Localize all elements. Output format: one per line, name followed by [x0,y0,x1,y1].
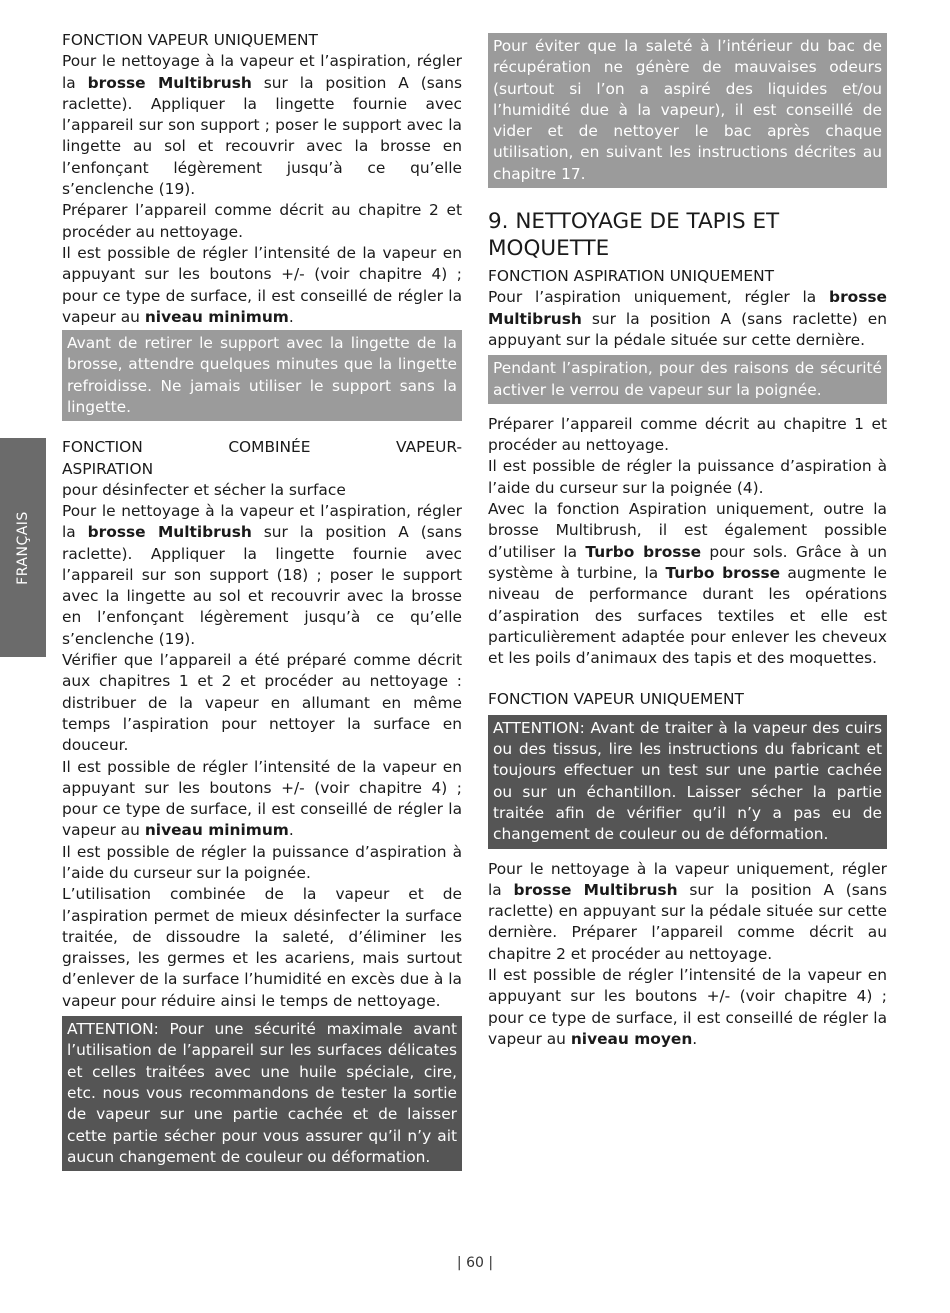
right-column [488,30,887,1050]
paragraph: Il est possible de régler la puissance d’aspiration à l’aide du curseur sur la poignée (4). [488,457,887,497]
paragraph: L’utilisation combinée de la vapeur et de l’aspiration permet de mieux désinfecter la surface traitée, de dissoudre la saleté, d’éliminer les graisses, les germes et les acariens, mais surtout d’enlever de la surface l’humidité en excès due à la vapeur pour réduire ainsi le temps de nettoyage. [62,885,462,1010]
paragraph: Il est possible de régler l’intensité de la vapeur en appuyant sur les boutons +/- (voir chapitre 4) ; pour ce type de surface, il est conseillé de régler la vapeur au niveau moyen. [488,965,887,1048]
paragraph: Il est possible de régler la puissance d’aspiration à l’aide du curseur sur la poignée. [62,842,462,882]
section-title-vacuum-only: FONCTION ASPIRATION UNIQUEMENT [488,267,775,286]
note-box: Avant de retirer le support avec la lingette de la brosse, attendre quelques minutes que la lingette refroidisse. Ne jamais utiliser le support sans la lingette. [62,330,462,421]
paragraph: Pour le nettoyage à la vapeur et l’aspiration, régler la brosse Multibrush sur la position A (sans raclette). Appliquer la lingette fournie avec l’appareil sur son support (18) ; poser le support avec la lingette au sol et recouvrir avec la brosse en l’enfonçant légèrement jusqu’à ce qu’elle s’enclenche (19). [62,501,462,648]
section-subtitle: pour désinfecter et sécher la surface [62,480,346,499]
note-box: Pour éviter que la saleté à l’intérieur du bac de récupération ne génère de mauvaises odeurs (surtout si l’on a aspiré des liquides et/ou l’humidité due à la vapeur), il est conseillé de vider et de nettoyer le bac après chaque utilisation, en suivant les instructions décrites au chapitre 17. [488,33,887,188]
language-tab-label: FRANÇAIS [15,510,31,585]
left-column [62,30,462,1181]
paragraph: Il est possible de régler l’intensité de la vapeur en appuyant sur les boutons +/- (voir chapitre 4) ; pour ce type de surface, il est conseillé de régler la vapeur au niveau minimum. [62,243,462,326]
section-title-steam-only: FONCTION VAPEUR UNIQUEMENT [488,690,744,709]
paragraph: Avec la fonction Aspiration uniquement, outre la brosse Multibrush, il est également possible d’utiliser la Turbo brosse pour sols. Grâce à un système à turbine, la Turbo brosse augmente le niveau de performance durant les opérations d’aspiration des surfaces textiles et elle est particulièrement adaptée pour enlever les cheveux et les poils d’animaux des tapis et des moquettes. [488,500,887,668]
attention-box: ATTENTION: Pour une sécurité maximale avant l’utilisation de l’appareil sur les surfaces délicates et celles traitées avec une huile spéciale, cire, etc. nous vous recommandons de tester la sortie de vapeur sur une partie cachée et de laisser cette partie sécher pour vous assurer qu’il n’y ait aucun changement de couleur ou déformation. [62,1016,462,1171]
paragraph: Il est possible de régler l’intensité de la vapeur en appuyant sur les boutons +/- (voir chapitre 4) ; pour ce type de surface, il est conseillé de régler la vapeur au niveau minimum. [62,757,462,840]
paragraph: Pour le nettoyage à la vapeur uniquement, régler la brosse Multibrush sur la position A (sans raclette) en appuyant sur la pédale située sur cette dernière. Préparer l’appareil comme décrit au chapitre 2 et procéder au nettoyage. [488,859,887,963]
paragraph: Préparer l’appareil comme décrit au chapitre 1 et procéder au nettoyage. [488,414,887,455]
paragraph: Pour le nettoyage à la vapeur et l’aspiration, régler la brosse Multibrush sur la position A (sans raclette). Appliquer la lingette fournie avec l’appareil sur son support ; poser le support avec la lingette au sol et recouvrir avec la brosse en l’enfonçant légèrement jusqu’à ce qu’elle s’enclenche (19). [62,52,462,199]
section-title-combined: FONCTION COMBINÉE VAPEUR- [62,438,462,457]
page-number: | 60 | [456,1255,494,1271]
paragraph: Pour l’aspiration uniquement, régler la brosse Multibrush sur la position A (sans raclette) en appuyant sur la pédale située sur cette dernière. [488,288,887,349]
paragraph: Vérifier que l’appareil a été préparé comme décrit aux chapitres 1 et 2 et procéder au nettoyage : distribuer de la vapeur en allumant en même temps l’aspiration pour nettoyer la surface en douceur. [62,651,462,755]
section-title-steam-only: FONCTION VAPEUR UNIQUEMENT [62,31,318,49]
attention-box: ATTENTION: Avant de traiter à la vapeur des cuirs ou des tissus, lire les instructions du fabricant et toujours effectuer un test sur une partie cachée ou sur un échantillon. Laisser sécher la partie traitée afin de vérifier qu’il n’y a pas eu de changement de couleur ou de déformation. [488,715,887,849]
note-box: Pendant l’aspiration, pour des raisons de sécurité activer le verrou de vapeur sur la poignée. [488,355,887,404]
paragraph: Préparer l’appareil comme décrit au chapitre 2 et procéder au nettoyage. [62,201,462,241]
section-title-combined-line2: ASPIRATION [62,459,154,478]
language-tab [0,438,46,657]
chapter-title: 9. NETTOYAGE DE TAPIS ET MOQUETTE [488,209,780,262]
